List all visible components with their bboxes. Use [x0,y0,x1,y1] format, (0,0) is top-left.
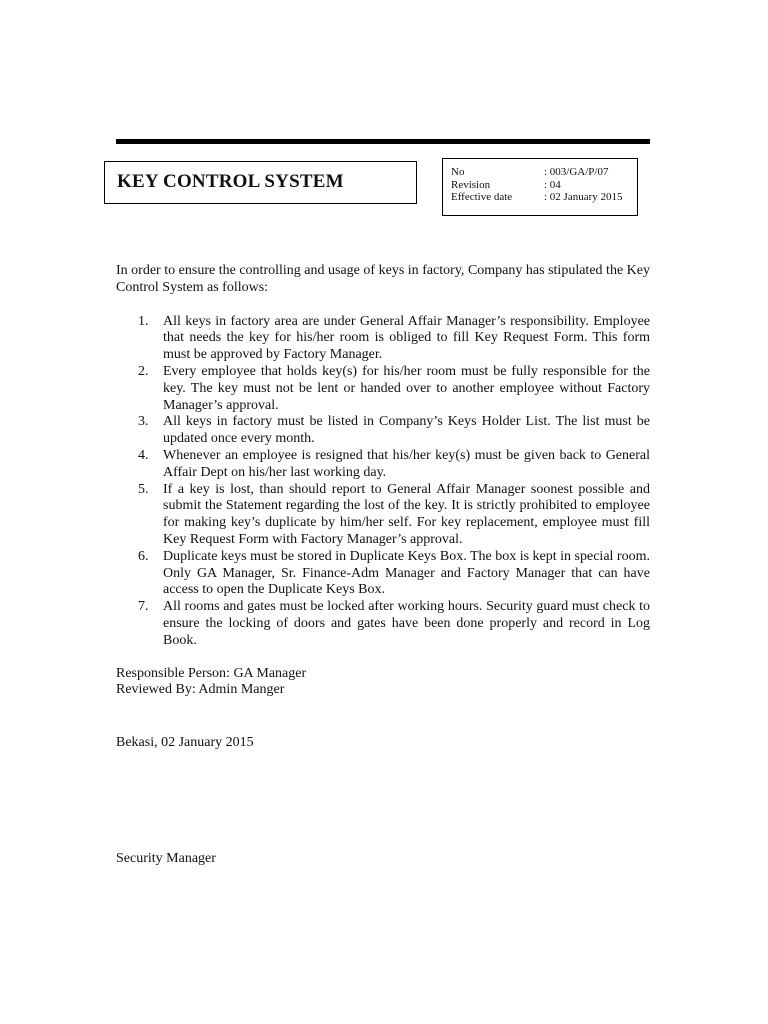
signatory: Security Manager [116,851,216,866]
meta-value: : 02 January 2015 [544,191,623,203]
list-item [116,599,650,649]
title-box [104,161,417,204]
meta-label: Effective date [451,191,513,203]
item-text: All keys in factory area are under General Affair Manager’s responsibility. Employee that needs the key for his/her room is obliged to fill Key Request Form. This form must be approved by Factory Manager. [163,313,650,363]
list-item [116,414,650,448]
item-number: 2. [138,363,149,379]
document-title: KEY CONTROL SYSTEM [117,171,344,192]
item-text: Duplicate keys must be stored in Duplicate Keys Box. The box is kept in special room. Only GA Manager, Sr. Finance-Adm Manager and Factory Manager that can have access to open the Duplicate Keys Box. [163,548,650,598]
responsible-person: Responsible Person: GA Manager [116,665,307,681]
place-date: Bekasi, 02 January 2015 [116,735,254,750]
document-body [116,263,650,699]
rules-list [116,314,650,650]
item-text: All rooms and gates must be locked after working hours. Security guard must check to ensure the locking of doors and gates have been done properly and record in Log Book. [163,599,650,648]
meta-label: No [451,166,465,178]
item-number: 1. [138,313,149,329]
meta-value: : 003/GA/P/07 [544,166,609,178]
list-item [116,364,650,414]
meta-label: Revision [451,178,491,191]
meta-value: : 04 [544,178,561,191]
meta-row-effective-date [443,191,637,204]
item-text: If a key is lost, than should report to General Affair Manager soonest possible and submit the Statement regarding the lost of the key. It is strictly prohibited to employee for making key’s duplicate by him/her self. For key replacement, employee must fill Key Request Form with Factory Manager’s approval. [163,481,650,547]
item-text: All keys in factory must be listed in Company’s Keys Holder List. The list must be updated once every month. [163,414,650,447]
item-text: Every employee that holds key(s) for his/her room must be fully responsible for the key. The key must not be lent or handed over to another employee without Factory Manager’s approval. [163,363,650,413]
list-item [116,549,650,599]
meta-row-no [443,166,637,179]
item-number: 3. [138,414,149,430]
item-number: 7. [138,599,149,615]
intro-paragraph: In order to ensure the controlling and usage of keys in factory, Company has stipulated the Key Control System as follows: [116,263,650,295]
top-rule [116,139,650,144]
meta-row-revision [443,179,637,192]
list-item [116,314,650,364]
item-number: 5. [138,481,149,497]
item-number: 6. [138,548,149,564]
meta-box [442,158,638,216]
list-item [116,448,650,482]
item-text: Whenever an employee is resigned that his/her key(s) must be given back to General Affair Dept on his/her last working day. [163,447,650,480]
list-item [116,482,650,549]
reviewed-by: Reviewed By: Admin Manger [116,682,285,698]
item-number: 4. [138,447,149,463]
